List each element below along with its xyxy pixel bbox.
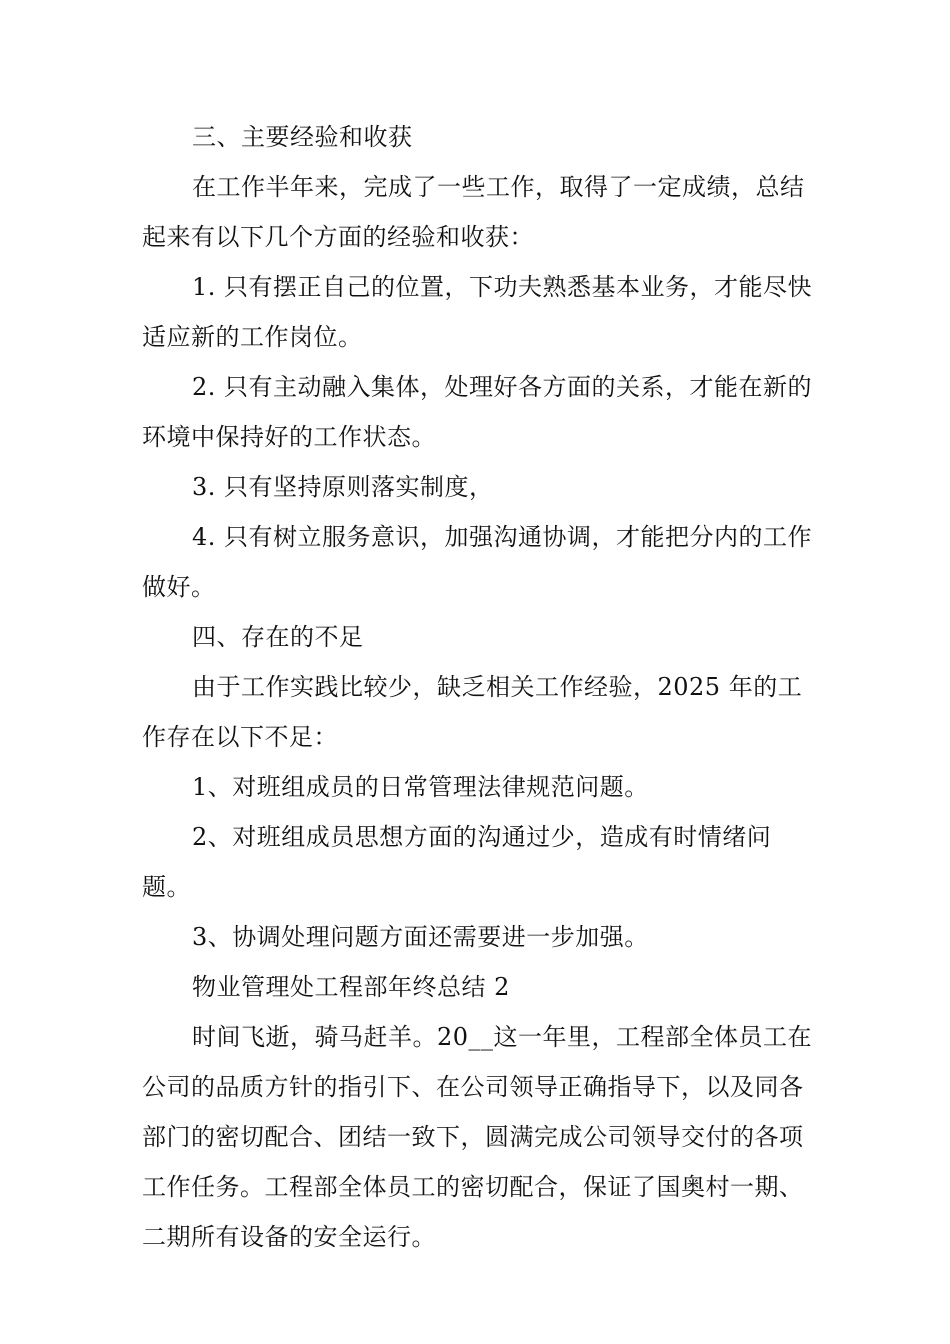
list-item-experience-2: 2. 只有主动融入集体，处理好各方面的关系，才能在新的环境中保持好的工作状态。 — [142, 373, 813, 451]
list-item-experience-4: 4. 只有树立服务意识，加强沟通协调，才能把分内的工作做好。 — [142, 523, 813, 601]
list-item-experience-1: 1. 只有摆正自己的位置，下功夫熟悉基本业务，才能尽快适应新的工作岗位。 — [142, 273, 813, 351]
list-item-experience-3: 3. 只有坚持原则落实制度， — [192, 473, 494, 501]
paragraph-experience-intro: 在工作半年来，完成了一些工作，取得了一定成绩，总结起来有以下几个方面的经验和收获： — [142, 173, 805, 251]
section-heading-experience: 三、主要经验和收获 — [192, 123, 413, 151]
document-subtitle: 物业管理处工程部年终总结 2 — [192, 973, 510, 1001]
section-heading-shortcomings: 四、存在的不足 — [192, 623, 364, 651]
paragraph-year-summary: 时间飞逝，骑马赶羊。20__这一年里，工程部全体员工在公司的品质方针的指引下、在公司领导正确指导下，以及同各部门的密切配合、团结一致下，圆满完成公司领导交付的各项工作任务。工程部全体员工的密切配合，保证了国奥村一期、二期所有设备的安全运行。 — [142, 1023, 813, 1251]
list-item-shortcoming-3: 3、协调处理问题方面还需要进一步加强。 — [192, 923, 649, 951]
paragraph-shortcomings-intro: 由于工作实践比较少，缺乏相关工作经验，2025 年的工作存在以下不足： — [142, 673, 803, 751]
list-item-shortcoming-1: 1、对班组成员的日常管理法律规范问题。 — [192, 773, 649, 801]
document-body — [142, 112, 818, 1262]
list-item-shortcoming-2: 2、对班组成员思想方面的沟通过少，造成有时情绪问题。 — [142, 823, 772, 901]
